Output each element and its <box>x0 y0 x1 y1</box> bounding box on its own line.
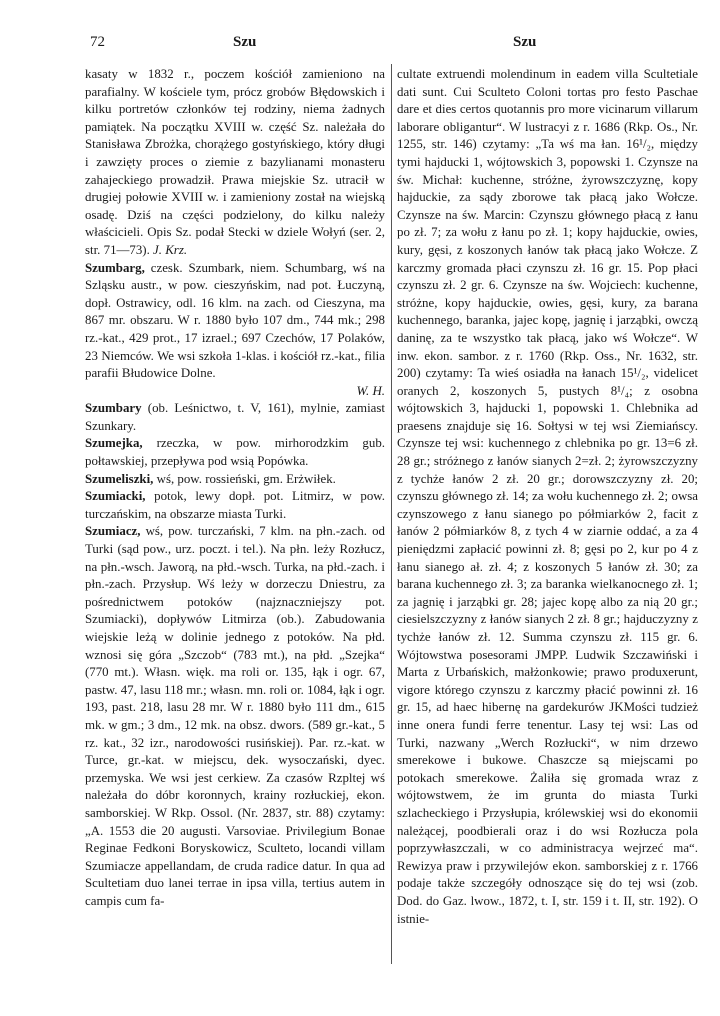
right-column <box>397 66 698 928</box>
entry-text: potok, lewy dopł. pot. Litmirz, w pow. turczańskim, na obszarze miasta Turki. <box>85 489 385 521</box>
entry-text: cultate extruendi molendinum in eadem villa Scultetiale dati sunt. Cui Sculteto Coloni tortas pro festo Paschae dare et dies certos quotannis pro more vicinarum villarum laborare obligantur“. W lustracyi z r. 1686 (Rkp. Os., Nr. 1255, str. 146) czytamy: „Ta wś ma łan. 16¹/₂, między tymi hajducki 1, wójtowskich 3, popowski 1. Czynsze na św. Michał: kuchenne, stróżne, żyrowszczyznę, kopy hajduckie, za sądy zborowe tak płacą jako Wołcze. Czynsze na św. Marcin: Czynszu głównego płacą z łanu po zł. 7; za wołu z łanu po zł. 1; kopy hajduckie, owies, kury, gęsi, z koszonych łanów tak płacą jako Wołcze. Z karczmy gromada płaci czynszu zł. 16 gr. 15. Pop płaci czynszu zł. 2 gr. 6. Czynsze na św. Wojciech: kuchenne, stróżne, kopy hajduckie, owies, gęsi, kury, za barana kuchennego, baranka, jajec kopę, jagnię i jarząbki, owczą daninę, za te wszystko tak płacą, jako wś Wołcze“. W inw. ekon. sambor. z r. 1760 (Rkp. Oss., Nr. 1632, str. 200) czytamy: Ta wieś osiadła na łanach 15¹/₂, videlicet oranych 2, koszonych 5, pustych 8¹/₄; z osobna wójtowskich 3, hajducki 1, popowski 1. Chlebnika ad praesens znajduje się 16. Sołtysi w tej wsi Ziemiańscy. Czynsze tej wsi: kuchennego z chlebnika po gr. 13=6 zł. 28 gr.; stróżnego z łanów sianych 2=zł. 2; żyrowszczyzny z tychże łanów 2 zł. 20 gr.; dorowszczyzny zł. 20; czynszu głównego zł. 14; za wołu kuchennego zł. 2; owsa czynszowego z łanu sianego po półmiarków 2, facit z łanów 2 półmiarków 8, z tych 4 w ziarnie oddać, a za 4 pieniędzmi zapłacić powinni zł. 8; gęsi po 2, kur po 4 z łanu sianego ał. zł. 4; z koszonych 5 łanów zł. 30; za barana kuchennego zł. 3; za baranka wielkanocnego zł. 1; za jagnię i jarząbki gr. 28; jajec kopę albo za nią 20 gr.; ciesielszczyzny z łanów sianych 2 zł. 8 gr.; hajduczyzny z tychże łanów zł. 12. Summa czynszu zł. 115 gr. 6. Wójtowstwa posesorami JMPP. Ludwik Szczawiński i Marta z Urbańskich, małżonkowie; prawo produxerunt, vigore którego czynszu z karczmy płacić powinni zł. 16 gr. 15, ad haec hibernę na gardekurów JKMości tudzież inne onera fundi ferre tenentur. Lasy tej wsi: Las od Turki, nazwany „Werch Rozłucki“, w nim drzewo smerekowe i bukowe. Chaszcze są miejscami po potokach smerekowe. Żaliła się gromada wraz z wójtowstwem, że im grunta do miasta Turki szlacheckiego i Przysłupia, królewskiej wsi do ekonomii należącej, poodbierali oraz i do wsi Rozłucza pola poprzywłaszczali, w co administracya wejrzeć ma“. Rewizya praw i przywilejów ekon. samborskiej z r. 1766 podaje także szczegóły odnoszące się do tej wsi (zob. Dod. do Gaz. lwow., 1872, t. I, str. 159 i t. II, str. 192). O istnie- <box>397 67 698 926</box>
entry-text: wś, pow. rossieński, gm. Erżwiłek. <box>156 471 336 486</box>
entry-szumbarg <box>85 260 385 401</box>
entry-szumeliszki <box>85 471 385 489</box>
entry-text: kasaty w 1832 r., poczem kościół zamieniono na parafialny. W kościele tym, prócz grobów Błędowskich i kilku portretów członków tej rodziny, niema żadnych pamiątek. Na początku XVIII w. część Sz. należała do Stanisława Zbrożka, chorążego gostyńskiego, który długi i zawzięty proces o ziemie z bazylianami monasteru zahajeckiego prowadził. Prawa miejskie Sz. utracił w drugiej połowie XVIII w. i zamieniony został na wiejską osadę. Dziś na części podzielony, do kilku należy właścicieli. Opis Sz. podał Stecki w dziele Wołyń (ser. 2, str. 71—73). <box>85 67 385 257</box>
entry-headword: Szumejka, <box>85 436 143 451</box>
entry-headword: Szumeliszki, <box>85 471 154 486</box>
author-signature: W. H. <box>356 383 385 398</box>
left-running-head: Szu <box>233 34 257 50</box>
entry-szumiacz <box>85 523 385 910</box>
entry-headword: Szumbary <box>85 401 142 416</box>
page-header <box>0 34 720 56</box>
entry-szumejka <box>85 435 385 470</box>
entry-headword: Szumiacki, <box>85 489 146 504</box>
entry-headword: Szumbarg, <box>85 260 145 275</box>
entry-text: (ob. Leśnictwo, t. V, 161), mylnie, zamiast Szunkary. <box>85 401 385 433</box>
entry-szumbary <box>85 400 385 435</box>
column-divider <box>391 64 392 964</box>
page-number: 72 <box>90 34 105 50</box>
left-column <box>85 66 385 911</box>
entry-text: czesk. Szumbark, niem. Schumbarg, wś na Szląsku austr., w pow. cieszyńskim, nad pot. Łuczyną, dopł. Ostrawicy, odl. 16 klm. na zach. od Cieszyna, ma 867 mr. obszaru. W r. 1880 było 107 dm., 744 mk.; 298 rz.-kat., 429 prot., 17 izrael.; 697 Czechów, 17 Polaków, 23 Niemców. We wsi szkoła 1-klas. i kościół rz.-kat., filia parafii Błudowice Dolne. <box>85 260 385 381</box>
entry-szumiacki <box>85 488 385 523</box>
right-running-head: Szu <box>513 34 537 50</box>
entry-text: rzeczka, w pow. mirhorodzkim gub. połtawskiej, przepływa pod wsią Popówka. <box>85 436 385 469</box>
entry-continuation <box>85 66 385 260</box>
entry-continuation <box>397 66 698 928</box>
entry-text: wś, pow. turczański, 7 klm. na płn.-zach. od Turki (sąd pow., urz. poczt. i tel.). Na płn. leży Rozłucz, na płn.-wsch. Jaworą, na płd.-wsch. Turka, na płd.-zach. i płn.-zach. Przysłup. Wś leży w dorzeczu Dniestru, za pośrednictwem potoków (najznaczniejszy pot. Szumiacki), dopływów Litmirza (ob.). Zabudowania wiejskie leżą w dolinie jednego z potoków. Na płd. wznosi się góra „Szczob“ (783 mt.), na płd. „Szejka“ (770 mt.). Własn. więk. ma roli or. 135, łąk i ogr. 67, pastw. 47, lasu 118 mr.; własn. mn. roli or. 1084, łąk i ogr. 193, past. 218, lasu 28 mr. W r. 1880 było 111 dm., 615 mk. w gm.; 3 dm., 12 mk. na obsz. dwors. (589 gr.-kat., 5 rz. kat., 32 izr., narodowości rusińskiej). Par. rz.-kat. w Turce, gr.-kat. w miejscu, dek. wysoczański, dyec. przemyska. We wsi jest cerkiew. Za czasów Rzpltej wś należała do dóbr koronnych, krainy rozłuckiej, ekon. samborskiej. W Rkp. Ossol. (Nr. 2837, str. 88) czytamy: „A. 1553 die 20 augusti. Varsoviae. Privilegium Bonae Reginae Fedkoni Boryskowicz, Sculteto, locandi villam Szumiacze appellandam, de cruda radice datur. In qua ad Scultetiam duo lanei terrae in ipsa villa, tertius autem in campis cum fa- <box>85 524 385 908</box>
entry-headword: Szumiacz, <box>85 524 141 539</box>
author-signature: J. Krz. <box>153 242 188 257</box>
